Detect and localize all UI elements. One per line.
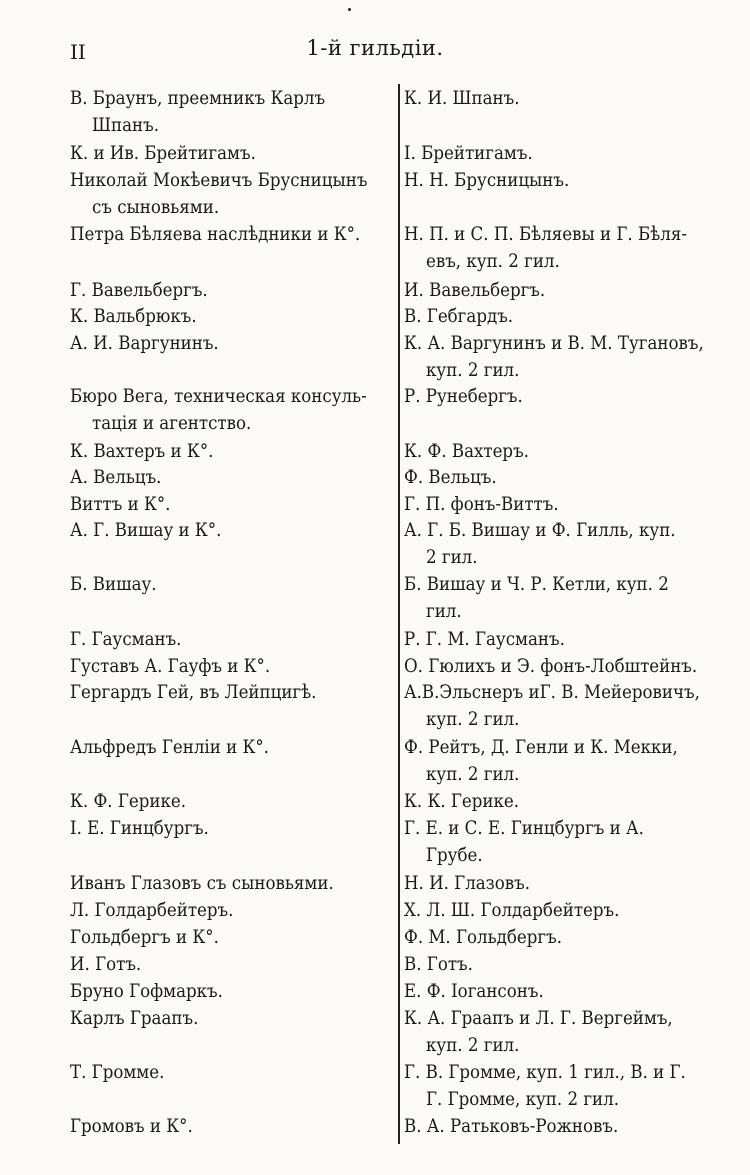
entry-line: Грубе. [426, 844, 483, 866]
entry-line: В. Гебгардъ. [404, 306, 514, 327]
entry-line: Б. Вишау. [70, 574, 157, 595]
entry-line: О. Гюлихъ и Э. фонъ-Лобштейнъ. [404, 656, 698, 677]
entry-line: куп. 2 гил. [426, 763, 520, 785]
entry-line: Н. П. и С. П. Бѣляевы и Г. Бѣля- [404, 224, 687, 245]
list-item [404, 898, 736, 925]
entry-line: К. Вахтеръ и К°. [70, 441, 214, 462]
list-item [70, 331, 388, 358]
list-item [404, 572, 736, 625]
entry-line: Г. Е. и С. Е. Гинцбургъ и А. [404, 818, 644, 839]
entry-line: Л. Голдарбейтеръ. [70, 900, 234, 921]
list-item [404, 384, 736, 411]
list-item [404, 465, 736, 492]
list-item [70, 304, 388, 331]
entry-line: Г. Вавельбергъ. [70, 280, 208, 301]
list-item [70, 789, 388, 816]
entry-line: Густавъ А. Гауфъ и К°. [70, 656, 271, 677]
list-item [404, 952, 736, 979]
list-item [404, 86, 736, 113]
entry-line: К. К. Герике. [404, 791, 520, 812]
list-item [404, 789, 736, 816]
list-item [70, 735, 388, 762]
list-item [70, 627, 388, 654]
page-header: 1-й гильдіи. [306, 36, 444, 60]
entry-line: А. И. Варгунинъ. [70, 333, 219, 354]
entry-line: К. Ф. Вахтеръ. [404, 441, 529, 462]
entry-line: Г. Громме, куп. 2 гил. [426, 1088, 619, 1110]
entry-line: Р. Рунебергъ. [404, 386, 523, 407]
entry-line: Николай Мокѣевичъ Брусницынъ [70, 170, 368, 191]
entry-line: А.В.Эльснеръ иГ. В. Мейеровичъ, [404, 682, 700, 703]
list-item [70, 1060, 388, 1087]
entry-line: І. Брейтигамъ. [404, 143, 533, 164]
list-item [70, 86, 388, 139]
page-number: II [70, 40, 86, 64]
entry-line: Виттъ и К°. [70, 494, 171, 515]
speck [348, 8, 351, 11]
entry-line: Ф. Вельцъ. [404, 467, 497, 488]
list-item [70, 816, 388, 843]
entry-line: гил. [426, 600, 462, 622]
entry-line: Т. Громме. [70, 1062, 165, 1083]
entry-line: Е. Ф. Іогансонъ. [404, 981, 544, 1002]
entry-line: К. А. Граапъ и Л. Г. Вергеймъ, [404, 1008, 673, 1029]
entry-line: К. И. Шпанъ. [404, 88, 520, 109]
entry-line: К. и Ив. Брейтигамъ. [70, 143, 256, 164]
list-item [70, 898, 388, 925]
entry-line: В. А. Ратьковъ-Рожновъ. [404, 1116, 619, 1137]
entry-line: И. Вавельбергъ. [404, 280, 546, 301]
entry-line: І. Е. Гинцбургъ. [70, 818, 209, 839]
list-item [404, 439, 736, 466]
list-item [70, 439, 388, 466]
list-item [404, 492, 736, 519]
list-item [70, 680, 388, 707]
list-item [70, 518, 388, 545]
list-item [70, 492, 388, 519]
list-item [404, 168, 736, 195]
entry-line: Громовъ и К°. [70, 1116, 193, 1137]
entry-line: съ сыновьями. [92, 196, 220, 218]
entry-line: Г. В. Громме, куп. 1 гил., В. и Г. [404, 1062, 686, 1083]
entry-line: Н. И. Глазовъ. [404, 873, 531, 894]
list-item [404, 680, 736, 733]
entry-line: Ф. М. Гольдбергъ. [404, 927, 563, 948]
list-item [70, 572, 388, 599]
entry-line: Бруно Гофмаркъ. [70, 981, 223, 1002]
list-item [70, 1006, 388, 1033]
entry-line: Н. Н. Брусницынъ. [404, 170, 570, 191]
list-item [70, 222, 388, 249]
column-divider [398, 84, 400, 1144]
entry-line: Ф. Рейтъ, Д. Генли и К. Мекки, [404, 737, 678, 758]
list-item [404, 1060, 736, 1113]
list-item [404, 1006, 736, 1059]
entry-line: К. Ф. Герике. [70, 791, 186, 812]
entry-line: Р. Г. М. Гаусманъ. [404, 629, 565, 650]
entry-line: куп. 2 гил. [426, 359, 520, 381]
entry-line: Б. Вишау и Ч. Р. Кетли, куп. 2 [404, 574, 669, 595]
entry-line: Гергардъ Гей, въ Лейпцигѣ. [70, 682, 317, 703]
entry-line: В. Браунъ, преемникъ Карлъ [70, 88, 326, 109]
list-item [70, 384, 388, 437]
list-item [404, 654, 736, 681]
entry-line: тація и агентство. [92, 412, 252, 434]
list-item [70, 952, 388, 979]
entry-line: Карлъ Граапъ. [70, 1008, 199, 1029]
entry-line: евъ, куп. 2 гил. [426, 250, 560, 272]
entry-line: И. Готъ. [70, 954, 142, 975]
entry-line: Альфредъ Генліи и К°. [70, 737, 269, 758]
list-item [404, 925, 736, 952]
list-item [70, 871, 388, 898]
list-item [404, 816, 736, 869]
list-item [404, 278, 736, 305]
entry-line: А. Г. Б. Вишау и Ф. Гилль, куп. [404, 520, 676, 541]
entry-line: К. А. Варгунинъ и В. М. Тугановъ, [404, 333, 704, 354]
entry-line: Петра Бѣляева наслѣдники и К°. [70, 224, 361, 245]
entry-line: куп. 2 гил. [426, 708, 520, 730]
list-item [70, 168, 388, 221]
entry-line: Иванъ Глазовъ съ сыновьями. [70, 873, 334, 894]
entry-line: А. Вельцъ. [70, 467, 162, 488]
entry-line: Х. Л. Ш. Голдарбейтеръ. [404, 900, 620, 921]
list-item [404, 979, 736, 1006]
list-item [70, 465, 388, 492]
list-item [404, 141, 736, 168]
list-item [404, 1114, 736, 1141]
list-item [70, 278, 388, 305]
list-item [404, 518, 736, 571]
entry-line: Бюро Вега, техническая консуль- [70, 386, 367, 407]
entry-line: Г. Гаусманъ. [70, 629, 182, 650]
entry-line: Г. П. фонъ-Виттъ. [404, 494, 559, 515]
list-item [404, 627, 736, 654]
list-item [70, 141, 388, 168]
entry-line: 2 гил. [426, 546, 478, 568]
list-item [70, 925, 388, 952]
list-item [404, 735, 736, 788]
list-item [404, 871, 736, 898]
entry-line: Шпанъ. [92, 114, 159, 136]
list-item [70, 654, 388, 681]
entry-line: В. Готъ. [404, 954, 473, 975]
list-item [404, 304, 736, 331]
entry-line: куп. 2 гил. [426, 1034, 520, 1056]
list-item [70, 1114, 388, 1141]
entry-line: А. Г. Вишау и К°. [70, 520, 222, 541]
entry-line: Гольдбергъ и К°. [70, 927, 219, 948]
list-item [404, 331, 736, 384]
list-item [404, 222, 736, 275]
entry-line: К. Вальбрюкъ. [70, 306, 197, 327]
list-item [70, 979, 388, 1006]
